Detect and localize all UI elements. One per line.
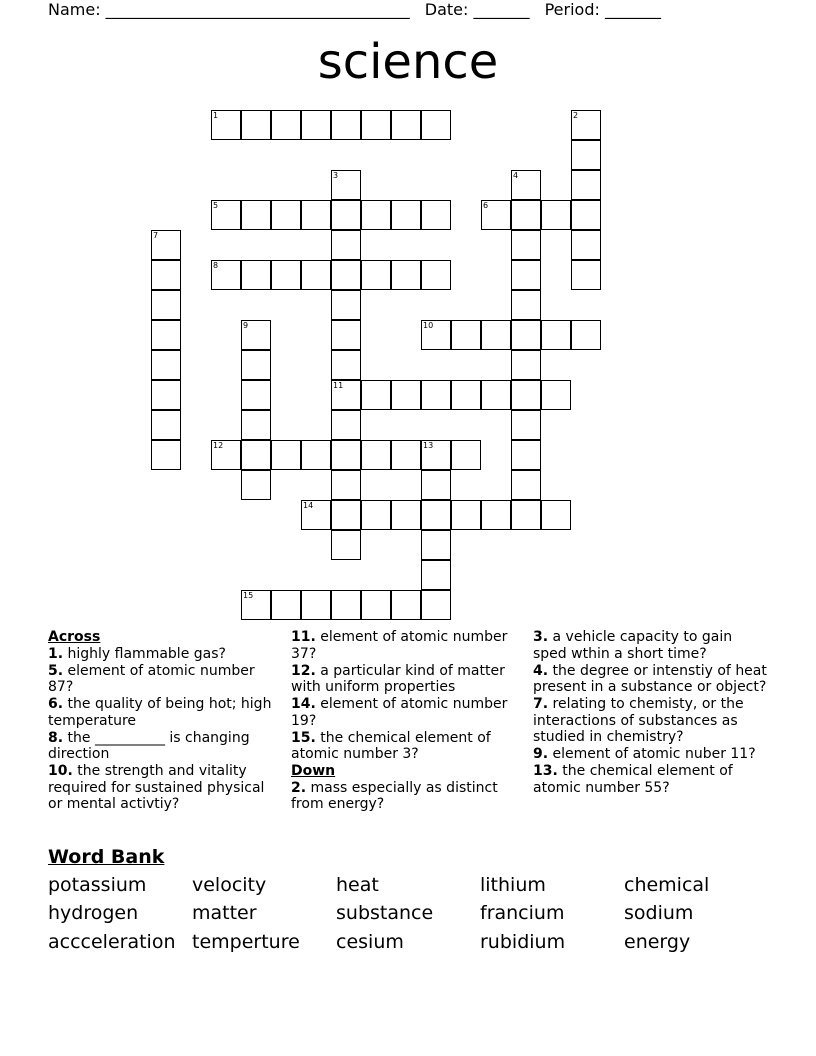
clue-across-14: 14. element of atomic number 19? (291, 696, 508, 729)
word-bank-word: sodium (624, 902, 694, 924)
crossword-cell[interactable] (391, 590, 421, 620)
clue-across-6: 6. the quality of being hot; high temperature (48, 696, 272, 729)
cell-number: 11 (333, 381, 344, 390)
crossword-cell[interactable] (241, 350, 271, 380)
crossword-cell[interactable] (511, 410, 541, 440)
crossword-cell[interactable] (331, 290, 361, 320)
crossword-cell[interactable] (361, 500, 391, 530)
crossword-cell[interactable] (391, 500, 421, 530)
crossword-cell[interactable] (511, 350, 541, 380)
crossword-cell[interactable] (421, 320, 451, 350)
crossword-cell[interactable] (571, 170, 601, 200)
crossword-cell[interactable] (361, 440, 391, 470)
word-bank-word: heat (336, 874, 379, 896)
crossword-cell[interactable] (421, 470, 451, 500)
crossword-cell[interactable] (331, 530, 361, 560)
clues-column-2 (291, 629, 523, 813)
crossword-cell[interactable] (331, 170, 361, 200)
crossword-cell[interactable] (241, 440, 271, 470)
crossword-cell[interactable] (271, 440, 301, 470)
cell-number: 13 (423, 441, 434, 450)
crossword-cell[interactable] (211, 260, 241, 290)
crossword-cell[interactable] (421, 380, 451, 410)
crossword-cell[interactable] (331, 320, 361, 350)
crossword-cell[interactable] (571, 200, 601, 230)
crossword-cell[interactable] (421, 500, 451, 530)
crossword-cell[interactable] (511, 230, 541, 260)
crossword-cell[interactable] (511, 260, 541, 290)
crossword-cell[interactable] (151, 440, 181, 470)
clue-down-4: 4. the degree or intenstiy of heat present in a substance or object? (533, 662, 767, 695)
crossword-cell[interactable] (511, 380, 541, 410)
crossword-cell[interactable] (331, 470, 361, 500)
crossword-cell[interactable] (211, 110, 241, 140)
page-title: science (317, 34, 499, 90)
clue-down-9: 9. element of atomic nuber 11? (533, 746, 756, 762)
crossword-cell[interactable] (421, 200, 451, 230)
word-bank-word: rubidium (480, 931, 566, 953)
cell-number: 3 (333, 171, 339, 180)
crossword-cell[interactable] (451, 320, 481, 350)
word-bank-word: lithium (480, 874, 546, 896)
crossword-cell[interactable] (511, 170, 541, 200)
crossword-cell[interactable] (421, 260, 451, 290)
word-bank-word: cesium (336, 931, 404, 953)
crossword-cell[interactable] (301, 500, 331, 530)
crossword-cell[interactable] (271, 200, 301, 230)
crossword-cell[interactable] (451, 380, 481, 410)
cell-number: 4 (513, 171, 519, 180)
crossword-cell[interactable] (391, 380, 421, 410)
cell-number: 5 (213, 201, 219, 210)
crossword-cell[interactable] (301, 260, 331, 290)
crossword-cell[interactable] (151, 350, 181, 380)
crossword-cell[interactable] (421, 440, 451, 470)
crossword-cell[interactable] (571, 110, 601, 140)
clue-across-5: 5. element of atomic number 87? (48, 662, 255, 695)
date-field-label: Date: _______ (424, 0, 530, 19)
crossword-cell[interactable] (421, 560, 451, 590)
crossword-cell[interactable] (301, 200, 331, 230)
clue-down-13: 13. the chemical element of atomic number 55? (533, 763, 733, 796)
crossword-cell[interactable] (541, 500, 571, 530)
clue-across-8: 8. the __________ is changing direction (48, 729, 250, 762)
crossword-cell[interactable] (331, 410, 361, 440)
crossword-cell[interactable] (451, 500, 481, 530)
crossword-cell[interactable] (391, 200, 421, 230)
crossword-cell[interactable] (271, 260, 301, 290)
crossword-cell[interactable] (211, 200, 241, 230)
crossword-cell[interactable] (541, 380, 571, 410)
crossword-cell[interactable] (391, 440, 421, 470)
crossword-cell[interactable] (301, 110, 331, 140)
crossword-cell[interactable] (481, 320, 511, 350)
crossword-cell[interactable] (331, 590, 361, 620)
crossword-cell[interactable] (151, 260, 181, 290)
crossword-cell[interactable] (241, 320, 271, 350)
crossword-cell[interactable] (511, 320, 541, 350)
cell-number: 9 (243, 321, 249, 330)
word-bank-word: potassium (48, 874, 147, 896)
word-bank-word: temperture (192, 931, 300, 953)
crossword-cell[interactable] (301, 440, 331, 470)
crossword-cell[interactable] (241, 110, 271, 140)
crossword-cell[interactable] (511, 200, 541, 230)
crossword-cell[interactable] (511, 290, 541, 320)
clue-across-1: 1. highly flammable gas? (48, 645, 226, 662)
crossword-cell[interactable] (151, 230, 181, 260)
word-bank-word: matter (192, 902, 257, 924)
crossword-cell[interactable] (151, 380, 181, 410)
word-bank-word: chemical (624, 874, 710, 896)
crossword-cell[interactable] (331, 350, 361, 380)
cell-number: 2 (573, 111, 579, 120)
crossword-cell[interactable] (331, 440, 361, 470)
crossword-cell[interactable] (571, 320, 601, 350)
clue-down-3: 3. a vehicle capacity to gain sped wthin a short time? (533, 629, 733, 662)
crossword-cell[interactable] (151, 290, 181, 320)
crossword-cell[interactable] (241, 410, 271, 440)
crossword-cell[interactable] (211, 440, 241, 470)
crossword-cell[interactable] (511, 500, 541, 530)
crossword-cell[interactable] (361, 110, 391, 140)
word-bank-word: velocity (192, 874, 267, 896)
crossword-cell[interactable] (511, 440, 541, 470)
clue-across-12: 12. a particular kind of matter with uniform properties (291, 662, 505, 695)
cell-number: 7 (153, 231, 159, 240)
word-bank-word: hydrogen (48, 902, 139, 924)
across-heading: Across (48, 629, 101, 645)
crossword-cell[interactable] (241, 200, 271, 230)
clue-across-15: 15. the chemical element of atomic number 3? (291, 729, 491, 762)
crossword-cell[interactable] (451, 440, 481, 470)
crossword-cell[interactable] (421, 590, 451, 620)
crossword-cell[interactable] (271, 110, 301, 140)
clue-down-2: 2. mass especially as distinct from energy? (291, 779, 498, 812)
crossword-cell[interactable] (361, 200, 391, 230)
crossword-cell[interactable] (481, 380, 511, 410)
clue-across-10: 10. the strength and vitality required for sustained physical or mental activtiy? (48, 763, 265, 812)
crossword-cell[interactable] (331, 200, 361, 230)
name-field-label: Name: ______________________________________ (48, 0, 410, 19)
clues-column-1 (48, 629, 278, 813)
crossword-cell[interactable] (241, 260, 271, 290)
cell-number: 12 (213, 441, 224, 450)
crossword-cell[interactable] (361, 590, 391, 620)
cell-number: 8 (213, 261, 219, 270)
word-bank-title: Word Bank (48, 846, 165, 868)
word-bank-word: francium (480, 902, 565, 924)
cell-number: 14 (303, 501, 314, 510)
crossword-cell[interactable] (331, 500, 361, 530)
cell-number: 1 (213, 111, 219, 120)
crossword-cell[interactable] (271, 590, 301, 620)
word-bank-word: energy (624, 931, 691, 953)
crossword-cell[interactable] (421, 530, 451, 560)
crossword-cell[interactable] (481, 200, 511, 230)
crossword-cell[interactable] (151, 320, 181, 350)
crossword-cell[interactable] (571, 140, 601, 170)
crossword-cell[interactable] (541, 320, 571, 350)
cell-number: 6 (483, 201, 489, 210)
crossword-cell[interactable] (391, 260, 421, 290)
crossword-cell[interactable] (331, 230, 361, 260)
cell-number: 10 (423, 321, 434, 330)
crossword-cell[interactable] (331, 380, 361, 410)
crossword-cell[interactable] (361, 260, 391, 290)
crossword-cell[interactable] (421, 110, 451, 140)
clue-down-7: 7. relating to chemisty, or the interactions of substances as studied in chemistry? (533, 696, 744, 745)
crossword-cell[interactable] (241, 590, 271, 620)
crossword-cell[interactable] (331, 260, 361, 290)
clues-column-3 (533, 629, 768, 797)
crossword-cell[interactable] (481, 500, 511, 530)
clue-across-11: 11. element of atomic number 37? (291, 629, 508, 662)
crossword-cell[interactable] (151, 410, 181, 440)
down-heading: Down (291, 763, 336, 779)
crossword-cell[interactable] (511, 470, 541, 500)
word-bank-word: substance (336, 902, 434, 924)
crossword-cell[interactable] (391, 110, 421, 140)
crossword-cell[interactable] (331, 110, 361, 140)
crossword-cell[interactable] (571, 260, 601, 290)
crossword-cell[interactable] (361, 380, 391, 410)
crossword-cell[interactable] (241, 470, 271, 500)
word-bank-word: accceleration (48, 931, 176, 953)
crossword-cell[interactable] (301, 590, 331, 620)
crossword-cell[interactable] (241, 380, 271, 410)
period-field-label: Period: _______ (544, 0, 661, 19)
crossword-cell[interactable] (571, 230, 601, 260)
cell-number: 15 (243, 591, 254, 600)
crossword-cell[interactable] (541, 200, 571, 230)
